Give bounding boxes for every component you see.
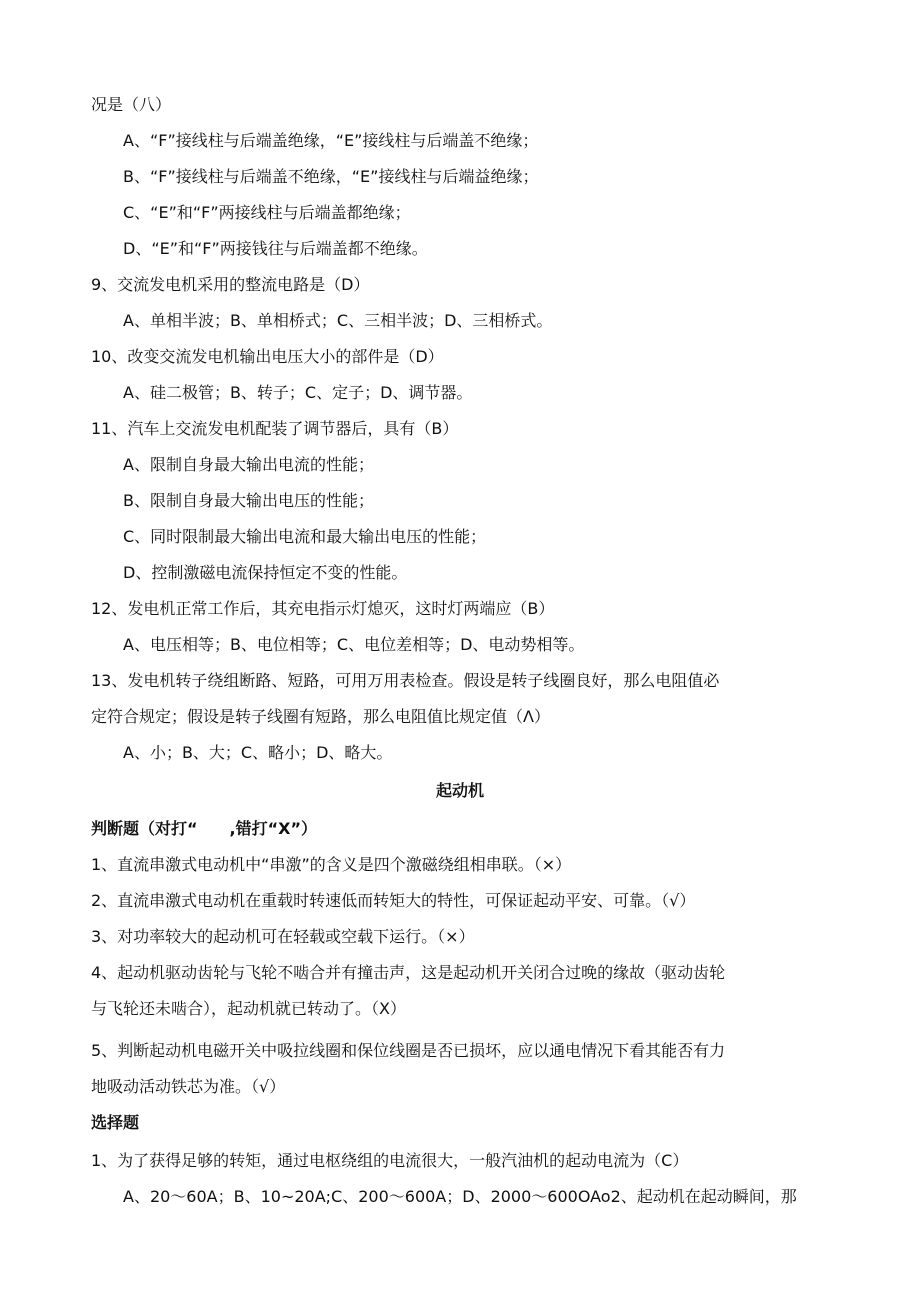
text-line: D、控制激磁电流保持恒定不变的性能。 [123,563,408,582]
text-line: C、同时限制最大输出电流和最大输出电压的性能； [123,527,487,546]
text-line: 地吸动活动铁芯为准。（√） [91,1077,286,1096]
text-line: 2、直流串激式电动机在重载时转速低而转矩大的特性，可保证起动平安、可靠。（√） [91,891,696,910]
text-line: C、“E”和“F”两接线柱与后端盖都绝缘； [123,203,411,222]
text-line: A、“F”接线柱与后端盖绝缘，“E”接线柱与后端盖不绝缘； [123,131,539,150]
text-line: 5、判断起动机电磁开关中吸拉线圈和保位线圈是否已损坏，应以通电情况下看其能否有力 [91,1041,726,1060]
text-line: 3、对功率较大的起动机可在轻载或空载下运行。（×） [91,927,475,946]
section-subheading: 判断题（对打“ ,错打“X”） [91,819,317,838]
text-line: 13、发电机转子绕组断路、短路，可用万用表检查。假设是转子线圈良好，那么电阻值必 [91,671,720,690]
text-line: A、限制自身最大输出电流的性能； [123,455,374,474]
section-subheading: 选择题 [91,1113,140,1132]
text-line: A、小；B、大；C、略小；D、略大。 [123,743,393,762]
text-line: 1、为了获得足够的转矩，通过电枢绕组的电流很大，一般汽油机的起动电流为（C） [91,1151,689,1170]
text-line: 10、改变交流发电机输出电压大小的部件是（D） [91,347,444,366]
section-heading: 起动机 [435,781,484,800]
text-line: 9、交流发电机采用的整流电路是（D） [91,275,370,294]
text-line: 12、发电机正常工作后，其充电指示灯熄灭，这时灯两端应（B） [91,599,555,618]
text-line: B、“F”接线柱与后端盖不绝缘，“E”接线柱与后端益绝缘； [123,167,539,186]
text-line: 4、起动机驱动齿轮与飞轮不啮合并有撞击声，这是起动机开关闭合过晚的缘故（驱动齿轮 [91,963,726,982]
text-line: A、单相半波；B、单相桥式；C、三相半波；D、三相桥式。 [123,311,553,330]
text-line: 与飞轮还未啮合），起动机就已转动了。（X） [91,999,406,1018]
text-line: 况是（八） [91,95,172,114]
text-line: 定符合规定；假设是转子线圈有短路，那么电阻值比规定值（Λ） [91,707,550,726]
text-line: A、20～60A；B、10~20A;C、200～600A；D、2000～600OAo2、起动机在起动瞬间，那 [123,1187,797,1206]
text-line: D、“E”和“F”两接钱往与后端盖都不绝缘。 [123,239,428,258]
text-line: 11、汽车上交流发电机配装了调节器后，具有（B） [91,419,459,438]
text-line: A、硅二极管；B、转子；C、定子；D、调节器。 [123,383,473,402]
text-line: A、电压相等；B、电位相等；C、电位差相等；D、电动势相等。 [123,635,585,654]
text-line: B、限制自身最大输出电压的性能； [123,491,374,510]
text-line: 1、直流串激式电动机中“串激”的含义是四个激磁绕组相串联。（×） [91,855,572,874]
